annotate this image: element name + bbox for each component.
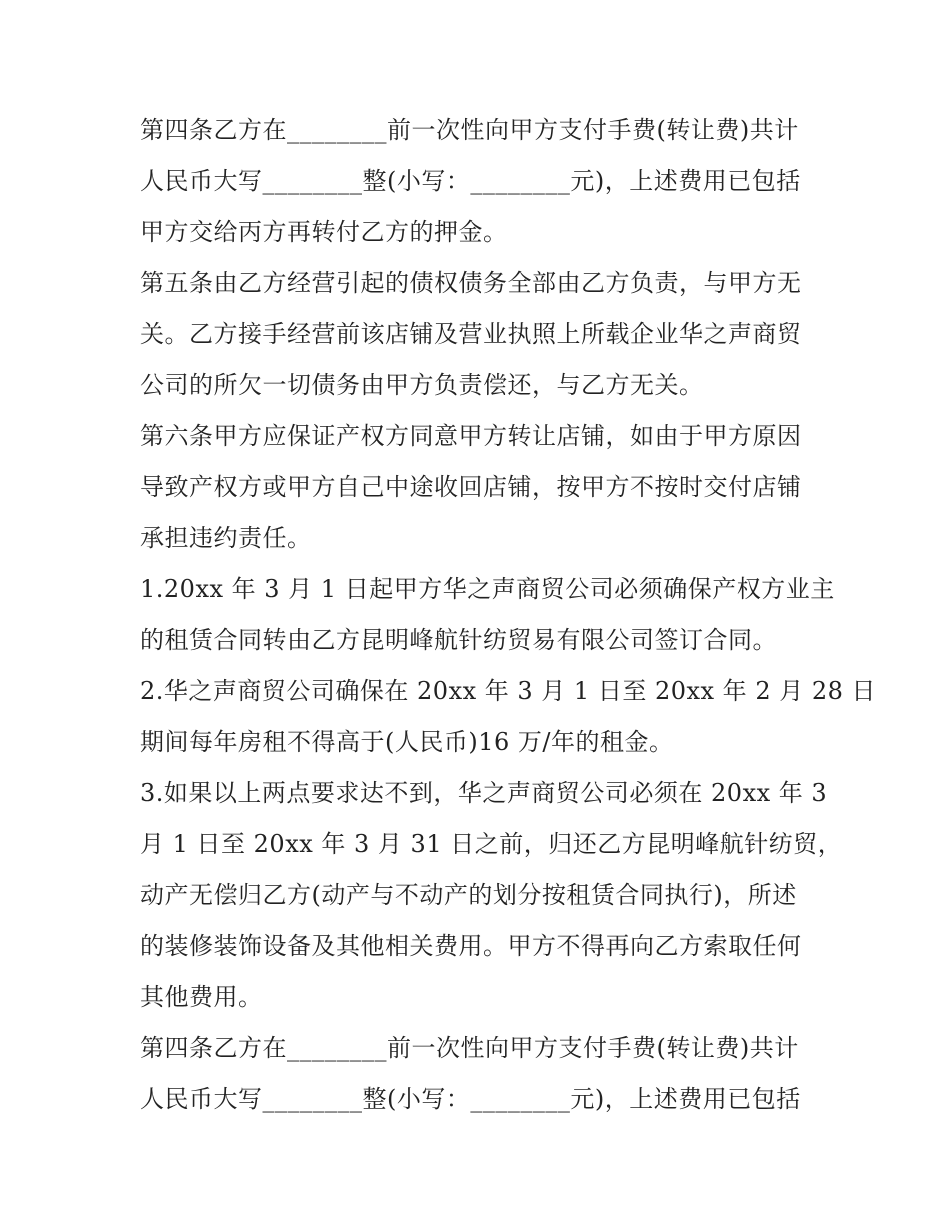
paragraph-article-6 [140, 411, 820, 564]
text-line: 其他费用。 [140, 983, 263, 1011]
text-line: 第四条乙方在________前一次性向甲方支付手费(转让费)共计 [140, 116, 799, 144]
text-line: 第五条由乙方经营引起的债权债务全部由乙方负责，与甲方无 [140, 269, 802, 297]
paragraph-article-5 [140, 258, 820, 411]
paragraph-clause-2 [140, 666, 877, 768]
text-line: 公司的所欠一切债务由甲方负责偿还，与乙方无关。 [140, 371, 704, 399]
text-line: 导致产权方或甲方自己中途收回店铺，按甲方不按时交付店铺 [140, 473, 802, 501]
paragraph-clause-3 [140, 768, 843, 1023]
text-line: 承担违约责任。 [140, 524, 312, 552]
paragraph-clause-1 [140, 564, 835, 666]
text-line: 人民币大写________整(小写：________元)，上述费用已包括 [140, 167, 801, 195]
text-line: 甲方交给丙方再转付乙方的押金。 [140, 218, 508, 246]
text-line: 1.20xx 年 3 月 1 日起甲方华之声商贸公司必须确保产权方业主 [140, 575, 835, 603]
text-line: 期间每年房租不得高于(人民币)16 万/年的租金。 [140, 728, 674, 756]
text-line: 动产无偿归乙方(动产与不动产的划分按租赁合同执行)，所述 [140, 881, 797, 909]
text-line: 3.如果以上两点要求达不到，华之声商贸公司必须在 20xx 年 3 [140, 779, 828, 807]
text-line: 人民币大写________整(小写：________元)，上述费用已包括 [140, 1085, 801, 1113]
text-line: 第四条乙方在________前一次性向甲方支付手费(转让费)共计 [140, 1034, 799, 1062]
text-line: 第六条甲方应保证产权方同意甲方转让店铺，如由于甲方原因 [140, 422, 802, 450]
text-line: 关。乙方接手经营前该店铺及营业执照上所载企业华之声商贸 [140, 320, 802, 348]
text-line: 的装修装饰设备及其他相关费用。甲方不得再向乙方索取任何 [140, 932, 802, 960]
paragraph-article-4 [140, 105, 820, 258]
document-body [140, 105, 877, 1125]
text-line: 月 1 日至 20xx 年 3 月 31 日之前，归还乙方昆明峰航针纺贸， [140, 830, 843, 858]
text-line: 的租赁合同转由乙方昆明峰航针纺贸易有限公司签订合同。 [140, 626, 777, 654]
paragraph-article-4-repeat [140, 1023, 820, 1125]
text-line: 2.华之声商贸公司确保在 20xx 年 3 月 1 日至 20xx 年 2 月 28 日 [140, 677, 877, 705]
